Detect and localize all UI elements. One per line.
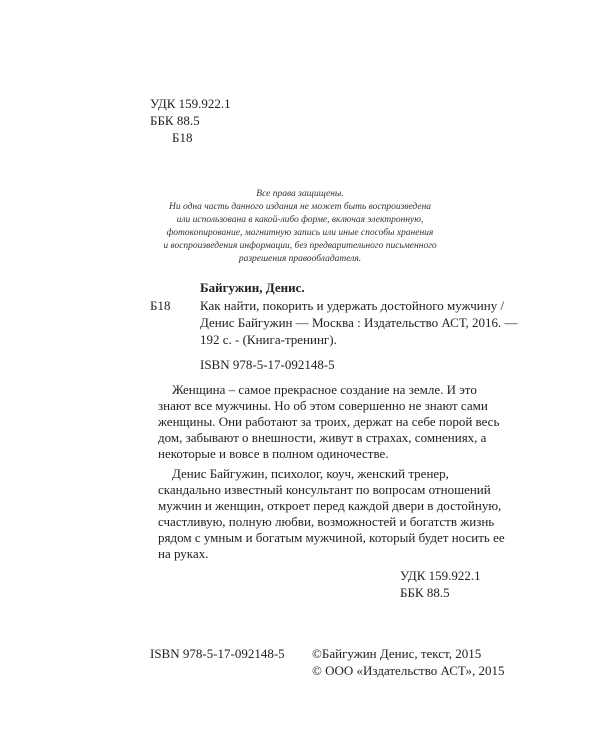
annotation-line: некоторые и вовсе в полном одиночестве. xyxy=(158,446,389,461)
annotation-line: женщины. Они работают за троих, держат на себе порой весь xyxy=(158,414,500,429)
annotation-line: знают все мужчины. Но об этом совершенно не знают сами xyxy=(158,398,488,413)
rights-notice xyxy=(150,188,450,266)
bottom-isbn: ISBN 978-5-17-092148-5 xyxy=(150,646,285,661)
annotation-paragraph-1 xyxy=(158,382,500,462)
author-code: Б18 xyxy=(172,130,193,145)
bbk-code: ББК 88.5 xyxy=(150,113,200,128)
rights-notice-line: и воспроизведения информации, без предварительного письменного xyxy=(163,241,437,251)
annotation-line: Женщина – самое прекрасное создание на земле. И это xyxy=(172,382,477,397)
catalog-code: Б18 xyxy=(150,298,171,313)
annotation-line: дом, забывают о внешности, живут в страхах, сомнениях, а xyxy=(158,430,487,445)
catalog-pages-line: 192 с. - (Книга-тренинг). xyxy=(200,332,337,347)
annotation-line: скандально известный консультант по вопросам отношений xyxy=(158,482,491,497)
rights-notice-line: разрешения правообладателя. xyxy=(238,254,362,264)
annotation-line: счастливую, полную любви, возможностей и богатств жизнь xyxy=(158,514,495,529)
annotation-line: рядом с умным и богатым мужчиной, который будет носить ее xyxy=(158,530,505,545)
catalog-title-line: Как найти, покорить и удержать достойного мужчину / xyxy=(200,298,505,313)
copyright-author: ©Байгужин Денис, текст, 2015 xyxy=(312,646,482,661)
rights-notice-line: или использована в какой-либо форме, включая электронную, xyxy=(176,215,424,225)
copyright-publisher: © ООО «Издательство АСТ», 2015 xyxy=(312,663,505,678)
catalog-publisher-line: Денис Байгужин — Москва : Издательство АСТ, 2016. — xyxy=(200,315,518,330)
udk-code: УДК 159.922.1 xyxy=(150,96,231,111)
rights-notice-line: фотокопирование, магнитную запись или иные способы хранения xyxy=(166,228,434,238)
annotation-line: Денис Байгужин, психолог, коуч, женский тренер, xyxy=(172,466,449,481)
footer-udk-code: УДК 159.922.1 xyxy=(400,568,481,583)
rights-notice-line: Ни одна часть данного издания не может быть воспроизведена xyxy=(168,202,432,212)
annotation-line: мужчин и женщин, откроет перед каждой двери в достойную, xyxy=(158,498,502,513)
annotation-line: на руках. xyxy=(158,546,209,561)
footer-bbk-code: ББК 88.5 xyxy=(400,585,450,600)
catalog-author: Байгужин, Денис. xyxy=(200,280,305,295)
catalog-isbn: ISBN 978-5-17-092148-5 xyxy=(200,357,335,372)
annotation-paragraph-2 xyxy=(158,466,505,562)
rights-notice-line: Все права защищены. xyxy=(256,189,344,199)
